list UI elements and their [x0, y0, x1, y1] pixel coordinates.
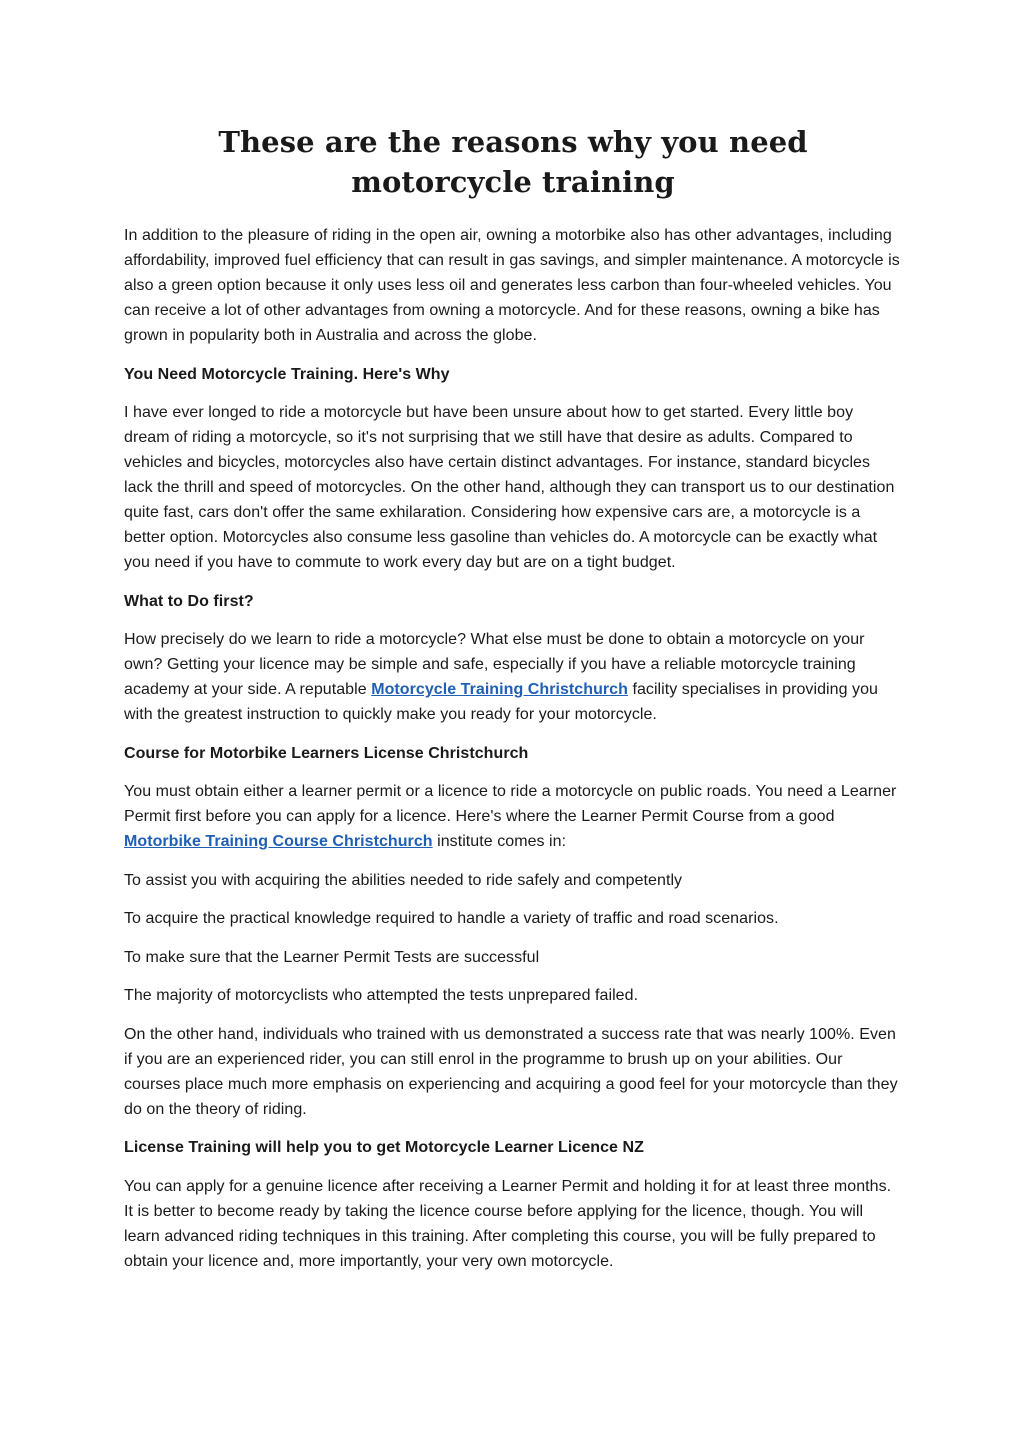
what-first-text-after: facility specialises in providing you with the greatest instruction to quickly make you ready for your motorcycle. [124, 681, 878, 723]
section-heading-learners-course: Course for Motorbike Learners License Christchurch [124, 744, 529, 762]
learners-course-text-after: institute comes in: [432, 833, 567, 850]
course-point: To assist you with acquiring the abilities needed to ride safely and competently [124, 871, 683, 889]
learners-course-text-before: You must obtain either a learner permit or a licence to ride a motorcycle on public roads. You need a Learner Permit first before you can apply for a licence. Here's where the Learner Permit Course from a good [124, 783, 897, 825]
what-first-paragraph [124, 627, 902, 727]
document-page [124, 122, 902, 1287]
why-training-paragraph: I have ever longed to ride a motorcycle but have been unsure about how to get started. Every little boy dream of riding a motorcycle, so it's not surprising that we still have that desire as adults. Compared to vehicles and bicycles, motorcycles also have certain distinct advantages. For instance, standard bicycles lack the thrill and speed of motorcycles. On the other hand, although they can transport us to our destination quite fast, cars don't offer the same exhilaration. Considering how expensive cars are, a motorcycle is a better option. Motorcycles also consume less gasoline than vehicles do. A motorcycle can be exactly what you need if you have to commute to work every day but are on a tight budget. [124, 404, 895, 571]
what-first-text-before: How precisely do we learn to ride a motorcycle? What else must be done to obtain a motorcycle on your own? Getting your licence may be simple and safe, especially if you have a reliable motorcycle training academy at your side. A reputable [124, 631, 865, 698]
success-rate-paragraph: On the other hand, individuals who trained with us demonstrated a success rate that was nearly 100%. Even if you are an experienced rider, you can still enrol in the programme to brush up on your abilities. Our courses place much more emphasis on experiencing and acquiring a good feel for your motorcycle than they do on the theory of riding. [124, 1025, 898, 1118]
motorcycle-training-christchurch-link[interactable]: Motorcycle Training Christchurch [371, 681, 628, 698]
intro-paragraph: In addition to the pleasure of riding in the open air, owning a motorbike also has other advantages, including affordability, improved fuel efficiency that can result in gas savings, and simpler maintenance. A motorcycle is also a green option because it only uses less oil and generates less carbon than four-wheeled vehicles. You can receive a lot of other advantages from owning a motorcycle. And for these reasons, owning a bike has grown in popularity both in Australia and across the globe. [124, 227, 900, 344]
licence-training-paragraph: You can apply for a genuine licence after receiving a Learner Permit and holding it for at least three months. It is better to become ready by taking the licence course before applying for the licence, though. You will learn advanced riding techniques in this training. After completing this course, you will be fully prepared to obtain your licence and, more importantly, your very own motorcycle. [124, 1177, 892, 1270]
course-point: The majority of motorcyclists who attempted the tests unprepared failed. [124, 987, 639, 1004]
section-heading-why-training: You Need Motorcycle Training. Here's Why [124, 365, 450, 383]
course-point: To acquire the practical knowledge required to handle a variety of traffic and road scenarios. [124, 910, 779, 927]
section-heading-licence-training: License Training will help you to get Motorcycle Learner Licence NZ [124, 1139, 644, 1156]
section-heading-what-first: What to Do first? [124, 592, 254, 610]
learners-course-paragraph [124, 779, 902, 854]
course-point: To make sure that the Learner Permit Tests are successful [124, 948, 540, 966]
motorbike-training-course-link[interactable]: Motorbike Training Course Christchurch [124, 833, 433, 850]
page-title: These are the reasons why you need motorcycle training [218, 125, 808, 199]
